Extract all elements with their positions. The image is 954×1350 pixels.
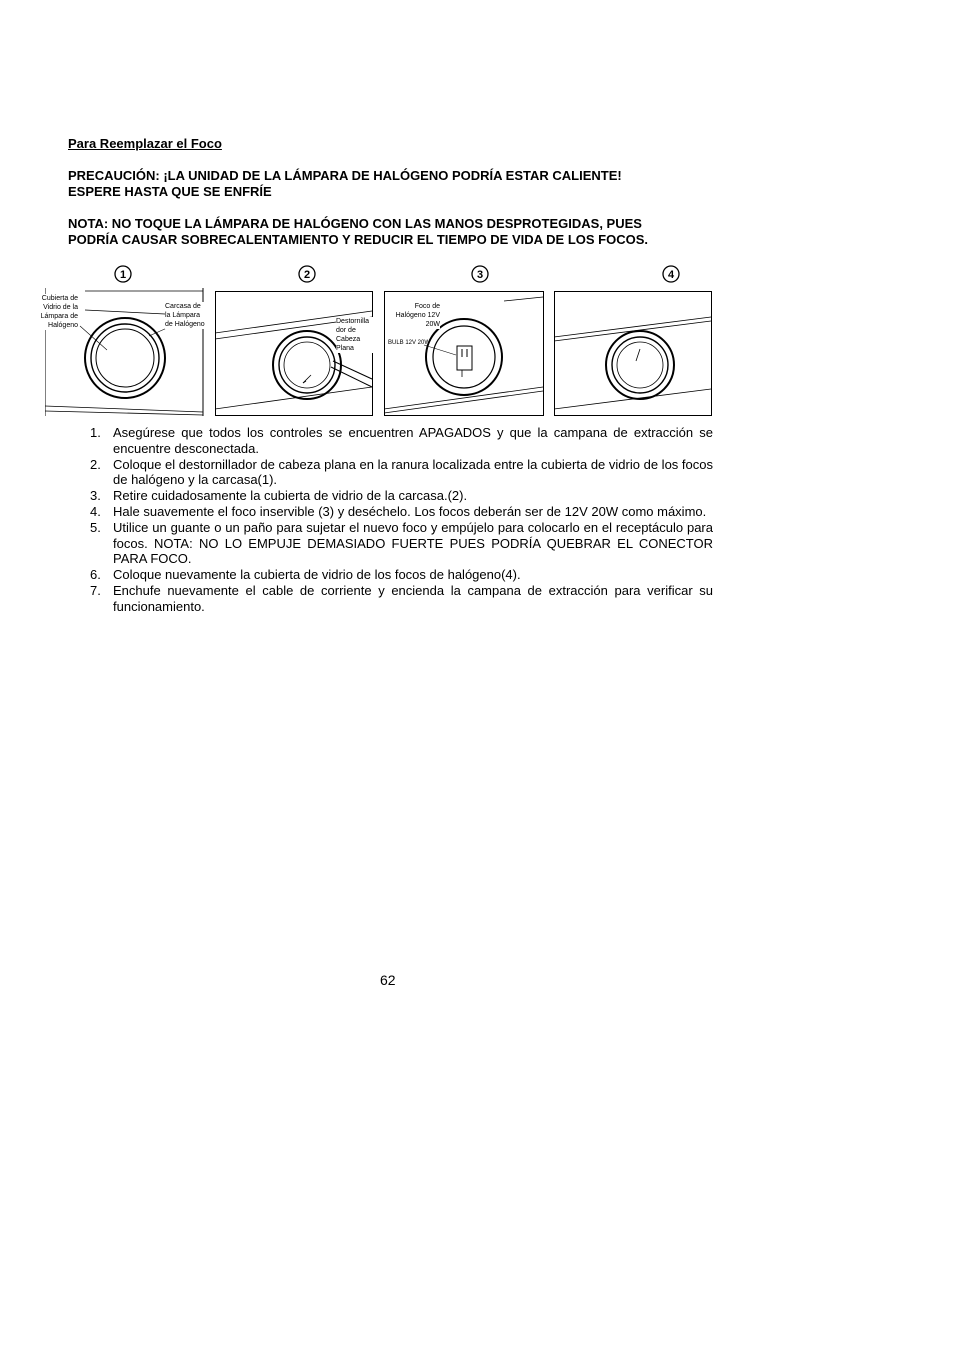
steps-list <box>88 425 713 615</box>
note-text <box>68 216 728 248</box>
illustration-step-2 <box>215 291 372 416</box>
callout-bulb: Foco de Halógeno 12V 20W <box>388 302 440 329</box>
list-item: 7. Enchufe nuevamente el cable de corriente y encienda la campana de extracción para verificar su funcionamiento. <box>90 582 713 614</box>
figure-number-2 <box>297 264 317 284</box>
svg-text:2: 2 <box>303 269 311 281</box>
section-heading: Para Reemplazar el Foco <box>68 136 222 151</box>
figure-number-1 <box>113 264 133 284</box>
callout-screwdriver: Destornilla dor de Cabeza Plana <box>336 317 374 353</box>
list-item: 5. Utilice un guante o un paño para sujetar el nuevo foco y empújelo para colocarlo en el receptáculo para focos. NOTA: NO LO EMPUJE DEMASIADO FUERTE PUES PODRÍA QUEBRAR EL CONECTOR PARA FOCO. <box>90 519 713 567</box>
list-item: 4. Hale suavemente el foco inservible (3) y deséchelo. Los focos deberán ser de 12V 20W como máximo. <box>90 503 707 519</box>
svg-text:4: 4 <box>667 269 675 281</box>
note-line-1: NOTA: NO TOQUE LA LÁMPARA DE HALÓGENO CON LAS MANOS DESPROTEGIDAS, PUES <box>68 216 642 231</box>
svg-text:3: 3 <box>476 269 484 281</box>
svg-text:1: 1 <box>119 269 127 281</box>
note-line-2: PODRÍA CAUSAR SOBRECALENTAMIENTO Y REDUCIR EL TIEMPO DE VIDA DE LOS FOCOS. <box>68 232 648 247</box>
illustration-step-4 <box>554 291 711 416</box>
bulb-print: BULB 12V 20W <box>388 340 431 346</box>
figure-number-3 <box>470 264 490 284</box>
figure-number-4 <box>661 264 681 284</box>
page-number: 62 <box>380 972 396 988</box>
caution-text <box>68 168 728 200</box>
callout-glass-cover: Cubierta de Vidrio de la Lámpara de Halógeno <box>34 294 78 330</box>
list-item: 1. Asegúrese que todos los controles se encuentren APAGADOS y que la campana de extracción se encuentre desconectada. <box>90 425 713 456</box>
caution-line-2: ESPERE HASTA QUE SE ENFRÍE <box>68 184 272 199</box>
list-item: 3. Retire cuidadosamente la cubierta de vidrio de la carcasa.(2). <box>90 488 468 504</box>
caution-line-1: PRECAUCIÓN: ¡LA UNIDAD DE LA LÁMPARA DE HALÓGENO PODRÍA ESTAR CALIENTE! <box>68 168 622 183</box>
list-item: 6. Coloque nuevamente la cubierta de vidrio de los focos de halógeno(4). <box>90 567 521 583</box>
callout-housing: Carcasa de la Lámpara de Halógeno <box>165 302 207 329</box>
list-item: 2. Coloque el destornillador de cabeza plana en la ranura localizada entre la cubierta de vidrio de los focos de halógeno y la carcasa(1). <box>90 456 713 488</box>
